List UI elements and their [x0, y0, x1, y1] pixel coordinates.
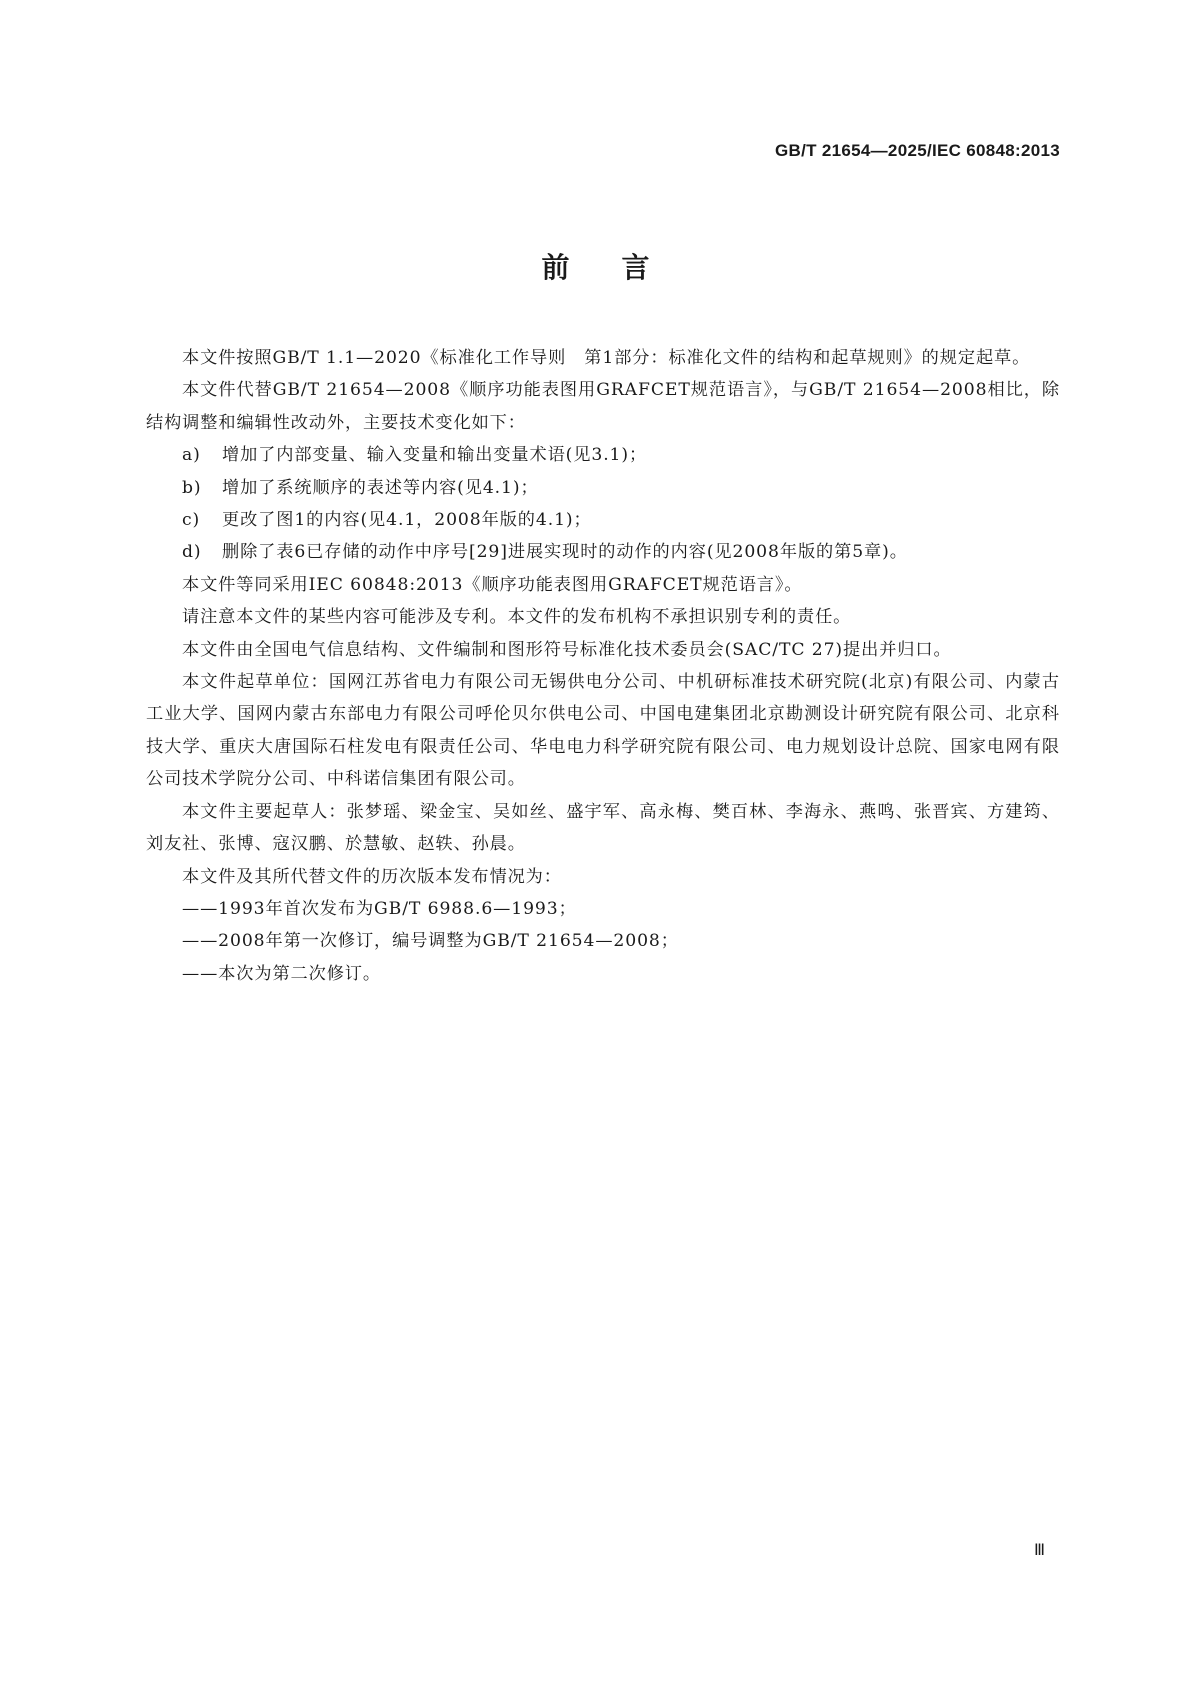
history-item: ——2008年第一次修订，编号调整为GB/T 21654—2008； [182, 931, 679, 952]
paragraph-patent-notice: 请注意本文件的某些内容可能涉及专利。本文件的发布机构不承担识别专利的责任。 [182, 607, 852, 628]
change-item [146, 536, 1060, 568]
paragraph-replaces: 本文件代替GB/T 21654—2008《顺序功能表图用GRAFCET规范语言》，与GB/T 21654—2008相比，除结构调整和编辑性改动外，主要技术变化如下： [146, 380, 1060, 433]
history-item: ——本次为第二次修订。 [182, 963, 381, 984]
preface-body [146, 342, 1060, 990]
change-item-marker: c) [182, 510, 201, 531]
page-title: 前言 [541, 251, 702, 284]
page-number: Ⅲ [1033, 1542, 1046, 1559]
paragraph-drafters: 本文件主要起草人：张梦瑶、梁金宝、吴如丝、盛宇军、高永梅、樊百林、李海永、燕鸣、张晋宾、方建筠、刘友社、张博、寇汉鹏、於慧敏、赵轶、孙晨。 [146, 801, 1060, 855]
change-item-text: 增加了内部变量、输入变量和输出变量术语(见3.1)； [222, 445, 648, 466]
change-item-text: 删除了表6已存储的动作中序号[29]进展实现时的动作的内容(见2008年版的第5章)。 [222, 542, 908, 563]
paragraph-drafting-rules: 本文件按照GB/T 1.1—2020《标准化工作导则 第1部分：标准化文件的结构和起草规则》的规定起草。 [182, 348, 1031, 368]
change-item [146, 504, 1060, 536]
change-item-text: 增加了系统顺序的表述等内容(见4.1)； [222, 477, 539, 498]
change-item-text: 更改了图1的内容(见4.1，2008年版的4.1)； [222, 510, 592, 531]
change-item-marker: d) [182, 542, 202, 563]
change-item [146, 472, 1060, 504]
change-item [146, 439, 1060, 471]
standard-number-header: GB/T 21654—2025/IEC 60848:2013 [775, 141, 1060, 160]
history-item: ——1993年首次发布为GB/T 6988.6—1993； [182, 898, 577, 919]
change-item-marker: a) [182, 445, 201, 466]
paragraph-drafting-units: 本文件起草单位：国网江苏省电力有限公司无锡供电分公司、中机研标准技术研究院(北京)有限公司、内蒙古工业大学、国网内蒙古东部电力有限公司呼伦贝尔供电公司、中国电建集团北京勘测设计研究院有限公司、北京科技大学、重庆大唐国际石柱发电有限责任公司、华电电力科学研究院有限公司、电力规划设计总院、国家电网有限公司技术学院分公司、中科诺信集团有限公司。 [146, 672, 1060, 790]
paragraph-committee: 本文件由全国电气信息结构、文件编制和图形符号标准化技术委员会(SAC/TC 27)提出并归口。 [182, 639, 952, 660]
paragraph-adoption: 本文件等同采用IEC 60848:2013《顺序功能表图用GRAFCET规范语言》。 [182, 574, 803, 595]
paragraph-history-intro: 本文件及其所代替文件的历次版本发布情况为： [182, 866, 562, 887]
change-item-marker: b) [182, 477, 202, 498]
